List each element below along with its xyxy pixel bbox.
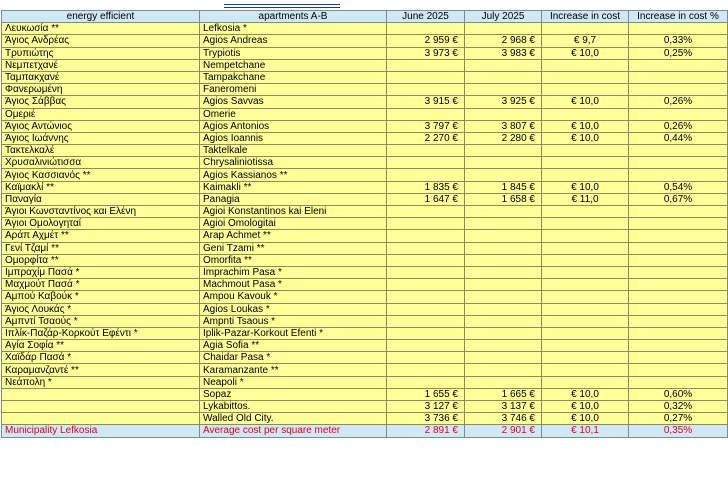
cell-june[interactable] bbox=[387, 84, 465, 96]
cell-increase[interactable] bbox=[542, 23, 629, 35]
cell-increase[interactable]: € 10,0 bbox=[542, 132, 629, 144]
cell-july[interactable]: 3 746 € bbox=[465, 413, 542, 425]
cell-greek-name[interactable]: Αμπού Καβούκ * bbox=[2, 291, 200, 303]
cell-july[interactable] bbox=[465, 169, 542, 181]
cell-greek-name[interactable]: Άγιοι Ομολογηταί bbox=[2, 218, 200, 230]
cell-june[interactable] bbox=[387, 218, 465, 230]
cell-june[interactable]: 2 959 € bbox=[387, 35, 465, 47]
total-cell-greek-name[interactable]: Municipality Lefkosia bbox=[2, 425, 200, 437]
cell-latin-name[interactable]: Agios Savvas bbox=[200, 96, 387, 108]
cell-increase-pct[interactable]: 0,67% bbox=[629, 193, 728, 205]
table-row bbox=[2, 193, 728, 205]
cell-latin-name[interactable]: Panagia bbox=[200, 193, 387, 205]
cell-increase[interactable] bbox=[542, 108, 629, 120]
cell-latin-name[interactable]: Faneromeni bbox=[200, 84, 387, 96]
cell-greek-name[interactable]: Νεμπετχανέ bbox=[2, 59, 200, 71]
cell-increase[interactable] bbox=[542, 315, 629, 327]
cell-latin-name[interactable]: Omerie bbox=[200, 108, 387, 120]
cell-greek-name[interactable]: Καραμανζαντέ ** bbox=[2, 364, 200, 376]
cell-increase[interactable] bbox=[542, 169, 629, 181]
cell-increase-pct[interactable]: 0,54% bbox=[629, 181, 728, 193]
cell-greek-name[interactable] bbox=[2, 413, 200, 425]
cell-increase[interactable] bbox=[542, 364, 629, 376]
cell-june[interactable] bbox=[387, 157, 465, 169]
cell-greek-name[interactable] bbox=[2, 388, 200, 400]
cell-july[interactable] bbox=[465, 254, 542, 266]
cell-increase[interactable]: € 10,0 bbox=[542, 96, 629, 108]
cell-latin-name[interactable]: Neapoli * bbox=[200, 376, 387, 388]
cell-greek-name[interactable]: Άγιοι Κωνσταντίνος και Ελένη bbox=[2, 206, 200, 218]
table-row bbox=[2, 59, 728, 71]
cell-july[interactable]: 1 845 € bbox=[465, 181, 542, 193]
cell-increase-pct[interactable] bbox=[629, 108, 728, 120]
header-apartments[interactable]: apartments A-B bbox=[200, 11, 387, 23]
cell-increase[interactable] bbox=[542, 157, 629, 169]
cell-increase[interactable] bbox=[542, 206, 629, 218]
cell-june[interactable] bbox=[387, 279, 465, 291]
cell-june[interactable] bbox=[387, 340, 465, 352]
cell-increase-pct[interactable] bbox=[629, 254, 728, 266]
cell-increase-pct[interactable] bbox=[629, 266, 728, 278]
header-marker bbox=[224, 4, 340, 8]
table-row bbox=[2, 413, 728, 425]
cell-greek-name[interactable]: Νεάπολη * bbox=[2, 376, 200, 388]
cell-greek-name[interactable]: Καϊμακλί ** bbox=[2, 181, 200, 193]
table-row bbox=[2, 315, 728, 327]
cell-july[interactable] bbox=[465, 266, 542, 278]
cell-june[interactable] bbox=[387, 315, 465, 327]
cell-july[interactable] bbox=[465, 206, 542, 218]
cell-june[interactable] bbox=[387, 242, 465, 254]
cell-july[interactable] bbox=[465, 279, 542, 291]
cell-july[interactable] bbox=[465, 71, 542, 83]
cell-increase[interactable] bbox=[542, 145, 629, 157]
cell-greek-name[interactable]: Ταμπακχανέ bbox=[2, 71, 200, 83]
cell-greek-name[interactable]: Άγιος Ιωάννης bbox=[2, 132, 200, 144]
cell-july[interactable] bbox=[465, 340, 542, 352]
cell-increase[interactable]: € 10,0 bbox=[542, 181, 629, 193]
cell-june[interactable]: 1 655 € bbox=[387, 388, 465, 400]
cell-increase-pct[interactable]: 0,60% bbox=[629, 388, 728, 400]
cell-latin-name[interactable]: Nempetchane bbox=[200, 59, 387, 71]
cell-increase-pct[interactable]: 0,25% bbox=[629, 47, 728, 59]
cell-latin-name[interactable]: Kaimakli ** bbox=[200, 181, 387, 193]
cell-latin-name[interactable]: Ampou Kavouk * bbox=[200, 291, 387, 303]
cell-june[interactable]: 2 270 € bbox=[387, 132, 465, 144]
cell-increase-pct[interactable] bbox=[629, 352, 728, 364]
cell-july[interactable] bbox=[465, 218, 542, 230]
cell-increase-pct[interactable] bbox=[629, 71, 728, 83]
total-cell-increase-pct[interactable]: 0,35% bbox=[629, 425, 728, 437]
cell-greek-name[interactable]: Άγιος Σάββας bbox=[2, 96, 200, 108]
cell-june[interactable] bbox=[387, 266, 465, 278]
cell-july[interactable] bbox=[465, 315, 542, 327]
cell-june[interactable] bbox=[387, 327, 465, 339]
cell-july[interactable] bbox=[465, 327, 542, 339]
cell-latin-name[interactable]: Geni Tzami ** bbox=[200, 242, 387, 254]
cell-greek-name[interactable]: Αράπ Αχμέτ ** bbox=[2, 230, 200, 242]
table-row bbox=[2, 230, 728, 242]
cell-increase[interactable] bbox=[542, 242, 629, 254]
cell-july[interactable]: 2 968 € bbox=[465, 35, 542, 47]
table-row bbox=[2, 108, 728, 120]
cell-july[interactable]: 2 280 € bbox=[465, 132, 542, 144]
cell-increase-pct[interactable]: 0,33% bbox=[629, 35, 728, 47]
cell-increase-pct[interactable] bbox=[629, 327, 728, 339]
cell-increase[interactable] bbox=[542, 303, 629, 315]
cell-june[interactable] bbox=[387, 169, 465, 181]
cell-greek-name[interactable] bbox=[2, 401, 200, 413]
cell-increase-pct[interactable]: 0,32% bbox=[629, 401, 728, 413]
cell-greek-name[interactable]: Αμπντί Τσαούς * bbox=[2, 315, 200, 327]
cell-increase[interactable] bbox=[542, 266, 629, 278]
cell-latin-name[interactable]: Chaidar Pasa * bbox=[200, 352, 387, 364]
header-increase[interactable]: Increase in cost bbox=[542, 11, 629, 23]
cell-increase-pct[interactable] bbox=[629, 376, 728, 388]
cell-increase[interactable] bbox=[542, 218, 629, 230]
cell-june[interactable] bbox=[387, 352, 465, 364]
cell-july[interactable] bbox=[465, 352, 542, 364]
cell-july[interactable] bbox=[465, 303, 542, 315]
cell-july[interactable] bbox=[465, 157, 542, 169]
cell-july[interactable]: 3 925 € bbox=[465, 96, 542, 108]
cell-increase-pct[interactable] bbox=[629, 364, 728, 376]
cell-june[interactable] bbox=[387, 108, 465, 120]
table-row bbox=[2, 120, 728, 132]
cell-increase-pct[interactable] bbox=[629, 157, 728, 169]
table-row bbox=[2, 218, 728, 230]
cell-june[interactable]: 3 127 € bbox=[387, 401, 465, 413]
cell-greek-name[interactable]: Αγία Σοφία ** bbox=[2, 340, 200, 352]
cell-latin-name[interactable]: Sopaz bbox=[200, 388, 387, 400]
cell-latin-name[interactable]: Walled Old City. bbox=[200, 413, 387, 425]
cell-increase-pct[interactable] bbox=[629, 169, 728, 181]
cell-increase[interactable] bbox=[542, 340, 629, 352]
header-row bbox=[2, 11, 728, 23]
table-row bbox=[2, 291, 728, 303]
cell-june[interactable]: 3 973 € bbox=[387, 47, 465, 59]
cell-increase-pct[interactable] bbox=[629, 291, 728, 303]
cell-increase-pct[interactable]: 0,26% bbox=[629, 96, 728, 108]
cell-greek-name[interactable]: Άγιος Ανδρέας bbox=[2, 35, 200, 47]
cell-july[interactable] bbox=[465, 23, 542, 35]
cell-increase-pct[interactable]: 0,44% bbox=[629, 132, 728, 144]
cell-latin-name[interactable]: Karamanzante ** bbox=[200, 364, 387, 376]
cell-greek-name[interactable]: Άγιος Λουκάς * bbox=[2, 303, 200, 315]
cell-july[interactable]: 1 658 € bbox=[465, 193, 542, 205]
table-row bbox=[2, 84, 728, 96]
cell-increase[interactable]: € 10,0 bbox=[542, 47, 629, 59]
table-body bbox=[2, 23, 728, 437]
cell-july[interactable] bbox=[465, 364, 542, 376]
header-july[interactable]: July 2025 bbox=[465, 11, 542, 23]
table-row bbox=[2, 401, 728, 413]
cell-june[interactable]: 3 797 € bbox=[387, 120, 465, 132]
cell-june[interactable] bbox=[387, 145, 465, 157]
cell-latin-name[interactable]: Lykabittos. bbox=[200, 401, 387, 413]
table-row bbox=[2, 96, 728, 108]
cell-increase[interactable]: € 10,0 bbox=[542, 413, 629, 425]
cell-increase-pct[interactable] bbox=[629, 218, 728, 230]
table-row bbox=[2, 364, 728, 376]
cell-latin-name[interactable]: Machmout Pasa * bbox=[200, 279, 387, 291]
table-row bbox=[2, 181, 728, 193]
cell-latin-name[interactable]: Agios Ioannis bbox=[200, 132, 387, 144]
cell-greek-name[interactable]: Τρυπιώτης bbox=[2, 47, 200, 59]
cell-increase[interactable]: € 9,7 bbox=[542, 35, 629, 47]
cell-increase[interactable]: € 10,0 bbox=[542, 120, 629, 132]
cell-july[interactable]: 3 807 € bbox=[465, 120, 542, 132]
cell-greek-name[interactable]: Παναγία bbox=[2, 193, 200, 205]
table-row bbox=[2, 266, 728, 278]
table-row bbox=[2, 352, 728, 364]
total-cell-increase[interactable]: € 10,1 bbox=[542, 425, 629, 437]
cell-june[interactable] bbox=[387, 364, 465, 376]
table-row bbox=[2, 145, 728, 157]
cell-july[interactable]: 3 137 € bbox=[465, 401, 542, 413]
header-increase-pct[interactable]: Increase in cost % bbox=[629, 11, 728, 23]
table-row bbox=[2, 279, 728, 291]
cell-increase[interactable]: € 11,0 bbox=[542, 193, 629, 205]
cell-latin-name[interactable]: Iplik-Pazar-Korkout Efenti * bbox=[200, 327, 387, 339]
cell-increase[interactable] bbox=[542, 230, 629, 242]
table-row bbox=[2, 242, 728, 254]
cell-greek-name[interactable]: Ιμπραχίμ Πασά * bbox=[2, 266, 200, 278]
cell-increase[interactable] bbox=[542, 291, 629, 303]
cell-latin-name[interactable]: Agios Kassianos ** bbox=[200, 169, 387, 181]
cell-increase-pct[interactable] bbox=[629, 242, 728, 254]
table-row bbox=[2, 206, 728, 218]
cell-july[interactable] bbox=[465, 291, 542, 303]
cell-latin-name[interactable]: Tampakchane bbox=[200, 71, 387, 83]
cell-greek-name[interactable]: Χαϊδάρ Πασά * bbox=[2, 352, 200, 364]
table-row bbox=[2, 327, 728, 339]
cell-july[interactable] bbox=[465, 84, 542, 96]
table-row bbox=[2, 23, 728, 35]
cell-june[interactable] bbox=[387, 230, 465, 242]
cell-increase[interactable] bbox=[542, 327, 629, 339]
cell-increase-pct[interactable] bbox=[629, 303, 728, 315]
table-row bbox=[2, 169, 728, 181]
table-row bbox=[2, 132, 728, 144]
cell-increase-pct[interactable] bbox=[629, 230, 728, 242]
header-june[interactable]: June 2025 bbox=[387, 11, 465, 23]
cell-june[interactable] bbox=[387, 254, 465, 266]
table-row bbox=[2, 47, 728, 59]
total-row bbox=[2, 425, 728, 437]
cell-increase-pct[interactable] bbox=[629, 279, 728, 291]
cell-june[interactable]: 1 647 € bbox=[387, 193, 465, 205]
cell-june[interactable] bbox=[387, 206, 465, 218]
cell-increase-pct[interactable] bbox=[629, 340, 728, 352]
cell-increase[interactable] bbox=[542, 84, 629, 96]
cell-july[interactable] bbox=[465, 108, 542, 120]
cell-latin-name[interactable]: Imprachim Pasa * bbox=[200, 266, 387, 278]
cell-greek-name[interactable]: Ιπλίκ-Παζάρ-Κορκούτ Εφέντι * bbox=[2, 327, 200, 339]
cell-july[interactable] bbox=[465, 376, 542, 388]
cell-latin-name[interactable]: Lefkosia * bbox=[200, 23, 387, 35]
cell-latin-name[interactable]: Omorfita ** bbox=[200, 254, 387, 266]
table-row bbox=[2, 71, 728, 83]
cell-latin-name[interactable]: Agioi Omologitai bbox=[200, 218, 387, 230]
total-cell-july[interactable]: 2 901 € bbox=[465, 425, 542, 437]
cell-increase-pct[interactable]: 0,26% bbox=[629, 120, 728, 132]
cell-increase[interactable]: € 10,0 bbox=[542, 388, 629, 400]
total-cell-latin-name[interactable]: Average cost per square meter bbox=[200, 425, 387, 437]
cell-latin-name[interactable]: Arap Achmet ** bbox=[200, 230, 387, 242]
cell-latin-name[interactable]: Agios Antonios bbox=[200, 120, 387, 132]
cell-greek-name[interactable]: Ομεριέ bbox=[2, 108, 200, 120]
cell-increase[interactable] bbox=[542, 71, 629, 83]
cell-june[interactable]: 1 835 € bbox=[387, 181, 465, 193]
cell-latin-name[interactable]: Agioi Konstantinos kai Eleni bbox=[200, 206, 387, 218]
cell-latin-name[interactable]: Taktelkale bbox=[200, 145, 387, 157]
table-row bbox=[2, 254, 728, 266]
cell-increase-pct[interactable]: 0,27% bbox=[629, 413, 728, 425]
cell-june[interactable] bbox=[387, 376, 465, 388]
cell-latin-name[interactable]: Chrysaliniotissa bbox=[200, 157, 387, 169]
cell-latin-name[interactable]: Ampnti Tsaous * bbox=[200, 315, 387, 327]
table-row bbox=[2, 376, 728, 388]
total-cell-june[interactable]: 2 891 € bbox=[387, 425, 465, 437]
cost-table bbox=[1, 10, 728, 438]
cell-greek-name[interactable]: Μαχμούτ Πασά * bbox=[2, 279, 200, 291]
table-row bbox=[2, 388, 728, 400]
cell-june[interactable]: 3 736 € bbox=[387, 413, 465, 425]
table-row bbox=[2, 340, 728, 352]
cell-increase-pct[interactable] bbox=[629, 84, 728, 96]
cell-latin-name[interactable]: Agios Andreas bbox=[200, 35, 387, 47]
cell-increase[interactable] bbox=[542, 254, 629, 266]
cell-latin-name[interactable]: Trypiotis bbox=[200, 47, 387, 59]
cell-june[interactable] bbox=[387, 71, 465, 83]
cell-increase-pct[interactable] bbox=[629, 145, 728, 157]
cell-greek-name[interactable]: Λευκωσία ** bbox=[2, 23, 200, 35]
cell-greek-name[interactable]: Άγιος Αντώνιος bbox=[2, 120, 200, 132]
cell-july[interactable]: 1 665 € bbox=[465, 388, 542, 400]
cell-increase[interactable] bbox=[542, 279, 629, 291]
cell-greek-name[interactable]: Τακτελκαλέ bbox=[2, 145, 200, 157]
cell-increase-pct[interactable] bbox=[629, 206, 728, 218]
cell-greek-name[interactable]: Φανερωμένη bbox=[2, 84, 200, 96]
cell-increase[interactable] bbox=[542, 59, 629, 71]
header-energy-efficient[interactable]: energy efficient bbox=[2, 11, 200, 23]
cell-july[interactable] bbox=[465, 59, 542, 71]
cell-june[interactable] bbox=[387, 303, 465, 315]
cell-july[interactable] bbox=[465, 145, 542, 157]
cell-june[interactable] bbox=[387, 59, 465, 71]
table-row bbox=[2, 35, 728, 47]
cell-july[interactable] bbox=[465, 230, 542, 242]
cell-june[interactable] bbox=[387, 23, 465, 35]
cell-june[interactable] bbox=[387, 291, 465, 303]
cell-july[interactable]: 3 983 € bbox=[465, 47, 542, 59]
cell-increase-pct[interactable] bbox=[629, 59, 728, 71]
cell-increase-pct[interactable] bbox=[629, 23, 728, 35]
cell-increase[interactable] bbox=[542, 352, 629, 364]
table-row bbox=[2, 157, 728, 169]
cell-increase-pct[interactable] bbox=[629, 315, 728, 327]
cell-greek-name[interactable]: Γενί Τζαμί ** bbox=[2, 242, 200, 254]
cell-greek-name[interactable]: Χρυσαλινιώτισσα bbox=[2, 157, 200, 169]
cell-latin-name[interactable]: Agios Loukas * bbox=[200, 303, 387, 315]
cell-july[interactable] bbox=[465, 242, 542, 254]
cell-greek-name[interactable]: Ομορφίτα ** bbox=[2, 254, 200, 266]
table-row bbox=[2, 303, 728, 315]
cell-june[interactable]: 3 915 € bbox=[387, 96, 465, 108]
cell-increase[interactable] bbox=[542, 376, 629, 388]
cell-greek-name[interactable]: Άγιος Κασσιανός ** bbox=[2, 169, 200, 181]
cell-latin-name[interactable]: Agia Sofia ** bbox=[200, 340, 387, 352]
cell-increase[interactable]: € 10,0 bbox=[542, 401, 629, 413]
